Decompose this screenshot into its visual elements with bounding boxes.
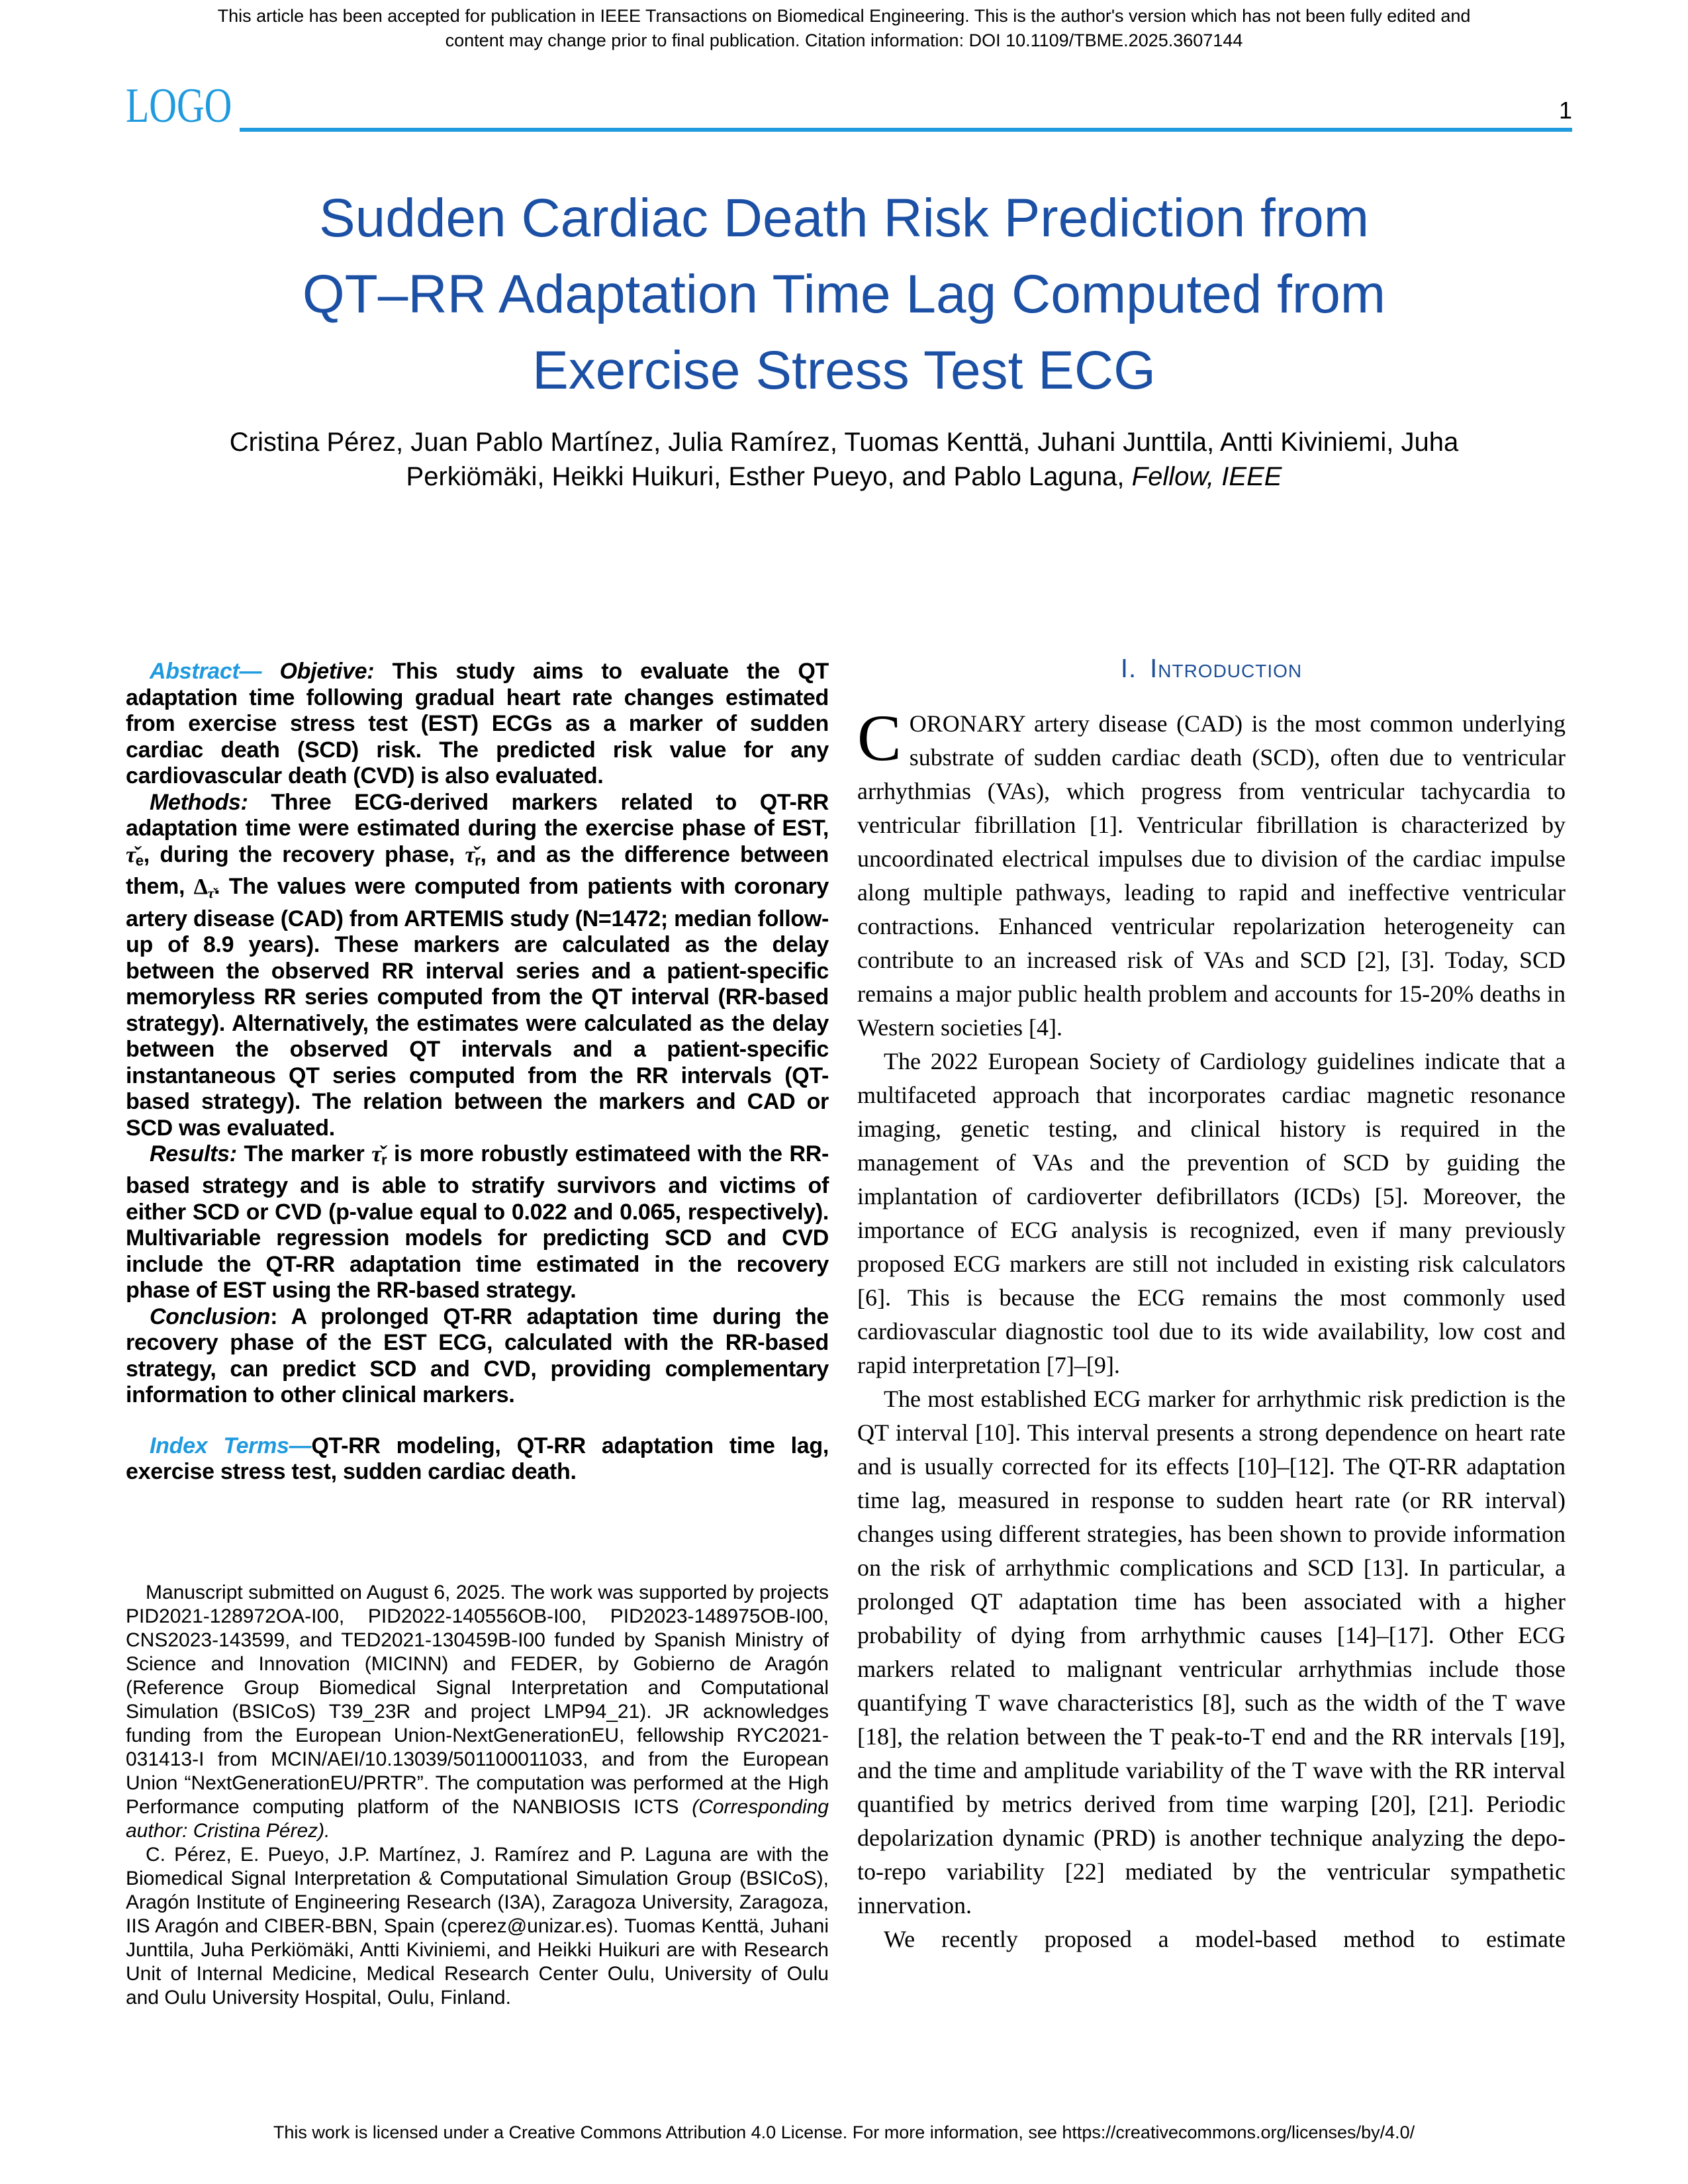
intro-paragraph-4: We recently proposed a model-based method to estimate: [884, 1926, 1566, 1952]
abstract-paragraph-objective: Abstract— Objetive: This study aims to evaluate the QT adaptation time following gradual heart rate changes estimated from exercise stress test (EST) ECGs as a marker of sudden cardiac death (SCD) risk. The predicted risk value for any cardiovascular death (CVD) is also evaluated.: [126, 659, 829, 788]
first-page-footnotes: [126, 1581, 829, 2010]
acceptance-note-line-2: content may change prior to final publication. Citation information: DOI 10.1109/TBME.2025.3607144: [445, 30, 1243, 50]
page-number: 1: [1558, 97, 1572, 124]
intro-paragraph-1-text: ORONARY artery disease (CAD) is the most common underlying substrate of sudden cardiac death (SCD), often due to ventricular arrhythmias (VAs), which progress from ventricular tachycardia to ventricular fibrillation [1]. Ventricular fibrillation is characterized by uncoordinated electrical impulses due to division of the cardiac impulse along multiple pathways, leading to rapid and ineffective ventricular contractions. Enhanced ventricular repolarization heterogeneity can contribute to an increased risk of VAs and SCD [2], [3]. Today, SCD remains a major public health problem and accounts for 15-20% deaths in Western societies [4].: [857, 710, 1566, 1041]
license-note: This work is licensed under a Creative Commons Attribution 4.0 License. For more information, see https://creativecommons.org/licenses/by/4.0/: [273, 2122, 1415, 2142]
abstract-paragraph-conclusion: Conclusion: A prolonged QT-RR adaptation time during the recovery phase of the EST ECG, calculated with the RR-based strategy, can predict SCD and CVD, providing complementary information to other clinical markers.: [126, 1304, 829, 1408]
intro-paragraph-1: [857, 701, 1566, 1045]
intro-paragraph-2: The 2022 European Society of Cardiology guidelines indicate that a multifaceted approach that incorporates cardiac magnetic resonance imaging, genetic testing, and clinical history is required in the management of VAs and the prevention of SCD by guiding the implantation of cardioverter defibrillators (ICDs) [5]. Moreover, the importance of ECG analysis is recognized, even if many previously proposed ECG markers are still not included in existing risk calculators [6]. This is because the ECG remains the most commonly used cardiovascular diagnostic tool due to its wide availability, low cost and rapid interpretation [7]–[9].: [857, 1048, 1566, 1378]
author-line-2: [0, 459, 1688, 494]
right-column: [857, 654, 1566, 1956]
footnote-funding: Manuscript submitted on August 6, 2025. The work was supported by projects PID2021-128972OA-I00, PID2022-140556OB-I00, PID2023-148975OB-I00, CNS2023-143599, and TED2021-130459B-I00 funded by Spanish Ministry of Science and Innovation (MICINN) and FEDER, by Gobierno de Aragón (Reference Group Biomedical Signal Interpretation and Computational Simulation (BSICoS) T39_23R and project LMP94_21). JR acknowledges funding from the European Union-NextGenerationEU, fellowship RYC2021-031413-I from MCIN/AEI/10.13039/501100011033, and from the European Union “NextGenerationEU/PRTR”. The computation was performed at the High Performance computing platform of the NANBIOSIS ICTS (Corresponding author: Cristina Pérez).: [126, 1582, 829, 1842]
index-terms: Index Terms—QT-RR modeling, QT-RR adaptation time lag, exercise stress test, sudden cardiac death.: [126, 1433, 829, 1485]
abstract-paragraph-methods: Methods: Three ECG-derived markers related to QT-RR adaptation time were estimated during the exercise phase of EST, τ̌e, during the recovery phase, τ̌r, and as the difference between them, Δτ̌. The values were computed from patients with coronary artery disease (CAD) from ARTEMIS study (N=1472; median follow-up of 8.9 years). These markers are calculated as the delay between the observed RR interval series and a patient-specific memoryless RR series computed from the QT interval (RR-based strategy). Alternatively, the estimates were calculated as the delay between the observed QT intervals and a patient-specific instantaneous QT series computed from the RR intervals (QT-based strategy). The relation between the markers and CAD or SCD was evaluated.: [126, 789, 829, 1141]
footnote-affiliations: C. Pérez, E. Pueyo, J.P. Martínez, J. Ramírez and P. Laguna are with the Biomedical Signal Interpretation & Computational Simulation Group (BSICoS), Aragón Institute of Engineering Research (I3A), Zaragoza University, Zaragoza, IIS Aragón and CIBER-BBN, Spain (cperez@unizar.es). Tuomas Kenttä, Juhani Junttila, Juha Perkiömäki, Antti Kiviniemi, and Heikki Huikuri are with Research Unit of Internal Medicine, Medical Research Center Oulu, University of Oulu and Oulu University Hospital, Oulu, Finland.: [126, 1844, 829, 2009]
abstract-section: [126, 659, 829, 1486]
author-line-1: Cristina Pérez, Juan Pablo Martínez, Julia Ramírez, Tuomas Kenttä, Juhani Junttila, Antti Kiviniemi, Juha: [229, 428, 1459, 457]
section-title: Introduction: [1150, 654, 1303, 683]
acceptance-note-line-1: This article has been accepted for publication in IEEE Transactions on Biomedical Engineering. This is the author's version which has not been fully edited and: [217, 6, 1471, 26]
section-number: I.: [1120, 654, 1137, 683]
masthead-rule: [240, 128, 1572, 132]
acceptance-note: [0, 4, 1688, 53]
author-list: [0, 425, 1688, 494]
fellow-designation: Fellow, IEEE: [1131, 462, 1282, 491]
intro-paragraph-3: The most established ECG marker for arrhythmic risk prediction is the QT interval [10]. This interval presents a strong dependence on heart rate and is usually corrected for its effects [10]–[12]. The QT-RR adaptation time lag, measured in response to sudden heart rate (or RR interval) changes using different strategies, has been shown to provide information on the risk of arrhythmic complications and SCD [13]. In particular, a prolonged QT adaptation time has been associated with a higher probability of dying from arrhythmic causes [14]–[17]. Other ECG markers related to malignant ventricular arrhythmias include those quantifying T wave characteristics [8], such as the width of the T wave [18], the relation between the T peak-to-T end and the RR intervals [19], and the time and amplitude variability of the T wave with the RR interval quantified by metrics derived from time warping [20], [21]. Periodic depolarization dynamic (PRD) is another technique analyzing the depo-to-repo variability [22] mediated by the ventricular sympathetic innervation.: [857, 1386, 1566, 1919]
intro-heading: [857, 654, 1566, 683]
paper-title: Sudden Cardiac Death Risk Prediction from QT–RR Adaptation Time Lag Computed from Exercise Stress Test ECG: [302, 188, 1386, 401]
abstract-paragraph-results: Results: The marker τ̌r is more robustly estimateed with the RR-based strategy and is able to stratify survivors and victims of either SCD or CVD (p-value equal to 0.022 and 0.065, respectively). Multivariable regression models for predicting SCD and CVD include the QT-RR adaptation time estimated in the recovery phase of EST using the RR-based strategy.: [126, 1141, 829, 1304]
journal-logo: LOGO: [126, 79, 232, 133]
author-line-2-names: Perkiömäki, Heikki Huikuri, Esther Pueyo, and Pablo Laguna,: [406, 462, 1132, 491]
left-column: [126, 659, 829, 1486]
drop-cap: C: [857, 701, 902, 775]
